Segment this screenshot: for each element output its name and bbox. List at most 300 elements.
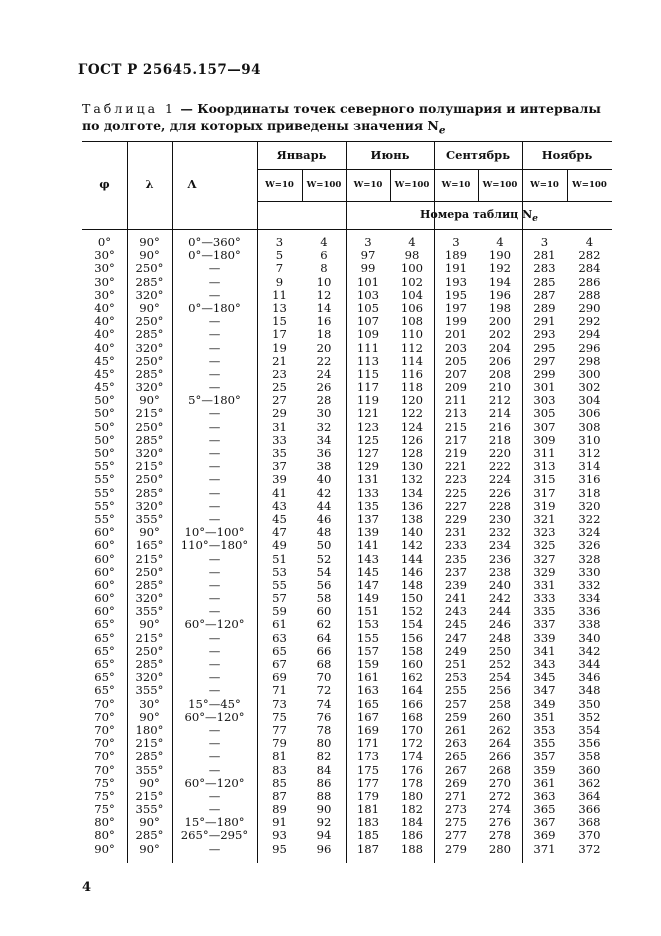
- table-cell: 355°: [135, 683, 164, 698]
- table-cell: 90°: [139, 841, 160, 856]
- table-cell: 224: [488, 472, 512, 487]
- table-cell: 176: [400, 762, 424, 777]
- table-cell: 285°: [135, 274, 164, 289]
- table-cell: —: [208, 327, 221, 342]
- table-cell: 155: [356, 630, 380, 645]
- table-row: [82, 566, 612, 579]
- table-cell: 168: [400, 709, 424, 724]
- table-cell: 240: [488, 577, 512, 592]
- table-cell: 33: [272, 432, 287, 447]
- table-cell: 55°: [94, 498, 115, 513]
- table-cell: 146: [400, 564, 424, 579]
- table-cell: 153: [356, 617, 380, 632]
- table-cell: 271: [444, 788, 468, 803]
- table-cell: 180°: [135, 722, 164, 737]
- table-cell: 196: [488, 287, 512, 302]
- table-cell: —: [208, 841, 221, 856]
- table-cell: 122: [400, 406, 424, 421]
- table-cell: 126: [400, 432, 424, 447]
- table-cell: 45°: [94, 366, 115, 381]
- table-cell: —: [208, 643, 221, 658]
- table-cell: 15°—180°: [184, 815, 245, 830]
- table-cell: 353: [533, 722, 556, 737]
- table-cell: 219: [444, 446, 468, 460]
- table-cell: 250°: [135, 261, 164, 276]
- table-cell: 369: [533, 828, 556, 843]
- table-cell: 142: [400, 538, 424, 553]
- table-cell: 143: [356, 551, 380, 566]
- header-w10: W=10: [353, 180, 383, 190]
- table-cell: 355°: [135, 604, 164, 619]
- table-cell: 359: [533, 762, 556, 777]
- table-cell: 215°: [135, 788, 164, 803]
- table-cell: 222: [488, 459, 512, 474]
- table-cell: 297: [533, 353, 556, 368]
- table-cell: 60°: [94, 604, 115, 619]
- table-cell: 65°: [94, 617, 115, 632]
- table-cell: 285°: [135, 366, 164, 381]
- table-cell: 89: [272, 802, 287, 817]
- table-cell: 364: [578, 788, 601, 803]
- table-cell: 346: [578, 670, 601, 685]
- table-cell: 67: [272, 657, 287, 671]
- table-cell: 52: [316, 551, 332, 566]
- table-cell: 287: [533, 287, 556, 302]
- table-cell: 250°: [135, 564, 164, 579]
- header-table-numbers: Номера таблиц $N_e$: [420, 208, 538, 225]
- table-cell: 45°: [94, 380, 115, 395]
- table-cell: 320°: [135, 498, 164, 513]
- table-cell: 299: [533, 366, 556, 381]
- table-cell: 88: [316, 788, 332, 803]
- table-cell: 217: [444, 432, 468, 447]
- table-cell: 90°: [139, 709, 160, 724]
- table-cell: 344: [578, 657, 601, 671]
- table-cell: 329: [533, 564, 556, 579]
- table-row: [82, 328, 612, 341]
- table-cell: 90°: [139, 248, 160, 263]
- table-cell: 316: [578, 472, 601, 487]
- table-cell: 70°: [94, 696, 115, 711]
- table-cell: 60°—120°: [184, 617, 245, 632]
- table-cell: 129: [356, 459, 380, 474]
- table-cell: 58: [316, 591, 332, 606]
- table-cell: 322: [578, 511, 601, 526]
- table-cell: 243: [444, 604, 468, 619]
- table-cell: 19: [272, 340, 287, 355]
- table-cell: 200: [488, 314, 512, 329]
- table-cell: 13: [272, 300, 287, 315]
- table-cell: 75°: [94, 788, 115, 803]
- table-cell: 337: [533, 617, 556, 632]
- table-cell: 86: [316, 775, 332, 790]
- table-cell: 256: [488, 683, 512, 698]
- table-cell: 250°: [135, 472, 164, 487]
- table-cell: 300: [578, 366, 601, 381]
- table-row: [82, 553, 612, 566]
- table-cell: —: [208, 736, 221, 751]
- table-cell: 272: [488, 788, 512, 803]
- table-cell: —: [208, 511, 221, 526]
- header-w100: W=100: [394, 180, 430, 190]
- table-cell: 3: [540, 235, 549, 249]
- header-month-january: Январь: [276, 148, 327, 162]
- table-cell: 215°: [135, 551, 164, 566]
- table-cell: 331: [533, 577, 556, 592]
- table-cell: 250°: [135, 353, 164, 368]
- table-cell: 321: [533, 511, 556, 526]
- table-cell: 133: [356, 485, 380, 500]
- table-cell: 99: [360, 261, 376, 276]
- table-cell: 60°: [94, 525, 115, 540]
- table-cell: 263: [444, 736, 468, 751]
- table-cell: 90°: [94, 841, 115, 856]
- table-cell: 281: [533, 248, 556, 263]
- table-cell: 349: [533, 696, 556, 711]
- table-cell: 340: [578, 630, 601, 645]
- table-cell: 9: [275, 274, 284, 289]
- table-row: [82, 777, 612, 790]
- table-cell: 55: [272, 577, 287, 592]
- header-lambda: λ: [145, 177, 154, 191]
- table-cell: 154: [400, 617, 424, 632]
- table-cell: 292: [578, 314, 601, 329]
- table-cell: 304: [578, 393, 601, 408]
- table-cell: 60°—120°: [184, 709, 245, 724]
- table-cell: 355: [533, 736, 556, 751]
- table-cell: 56: [316, 577, 332, 592]
- header-month-november: Ноябрь: [541, 148, 593, 162]
- table-cell: 70°: [94, 749, 115, 764]
- table-cell: 301: [533, 380, 556, 395]
- table-cell: 341: [533, 643, 556, 658]
- table-cell: 197: [444, 300, 468, 315]
- table-cell: 53: [272, 564, 287, 579]
- table-cell: 246: [488, 617, 512, 632]
- table-cell: 65°: [94, 670, 115, 685]
- table-cell: 290: [578, 300, 601, 315]
- table-cell: 103: [356, 287, 380, 302]
- table-cell: 134: [400, 485, 424, 500]
- table-cell: 70°: [94, 709, 115, 724]
- table-cell: 335: [533, 604, 556, 619]
- table-cell: 194: [488, 274, 512, 289]
- table-cell: 262: [488, 722, 512, 737]
- table-cell: 15: [272, 314, 287, 329]
- table-cell: 135: [356, 498, 380, 513]
- table-cell: 31: [272, 419, 287, 434]
- table-cell: 357: [533, 749, 556, 764]
- table-cell: 136: [400, 498, 424, 513]
- table-cell: 130: [400, 459, 424, 474]
- table-cell: —: [208, 498, 221, 513]
- table-cell: 274: [488, 802, 512, 817]
- table-cell: 283: [533, 261, 556, 276]
- table-cell: 285°: [135, 327, 164, 342]
- table-cell: 235: [444, 551, 468, 566]
- table-cell: 50°: [94, 446, 115, 460]
- table-cell: 36: [316, 446, 332, 460]
- table-cell: 80°: [94, 828, 115, 843]
- table-cell: 161: [356, 670, 380, 685]
- table-cell: 75°: [94, 802, 115, 817]
- table-cell: 119: [356, 393, 380, 408]
- table-cell: 183: [356, 815, 380, 830]
- table-cell: 343: [533, 657, 556, 671]
- table-cell: 204: [488, 340, 512, 355]
- table-cell: 0°—180°: [188, 248, 241, 263]
- table-cell: 44: [316, 498, 332, 513]
- table-cell: 149: [356, 591, 380, 606]
- header-month-september: Сентябрь: [445, 148, 511, 162]
- table-cell: —: [208, 577, 221, 592]
- table-cell: —: [208, 591, 221, 606]
- table-cell: 104: [400, 287, 424, 302]
- table-cell: 160: [400, 657, 424, 671]
- table-cell: 265: [444, 749, 468, 764]
- table-cell: 177: [356, 775, 380, 790]
- table-cell: —: [208, 657, 221, 671]
- table-cell: 320°: [135, 380, 164, 395]
- table-cell: 310: [578, 432, 601, 447]
- table-cell: 148: [400, 577, 424, 592]
- table-cell: 21: [272, 353, 287, 368]
- table-cell: 110: [400, 327, 424, 342]
- table-cell: —: [208, 749, 221, 764]
- table-row: [82, 539, 612, 552]
- table-cell: 30°: [94, 248, 115, 263]
- table-cell: 253: [444, 670, 468, 685]
- table-cell: 355°: [135, 762, 164, 777]
- table-cell: 78: [316, 722, 332, 737]
- table-cell: 90°: [139, 300, 160, 315]
- table-cell: 32: [316, 419, 332, 434]
- caption-sub: e: [438, 124, 446, 137]
- table-cell: 60°: [94, 538, 115, 553]
- table-cell: —: [208, 788, 221, 803]
- coordinates-table: [82, 141, 612, 863]
- table-cell: 198: [488, 300, 512, 315]
- table-cell: 70: [316, 670, 332, 685]
- table-cell: 4: [320, 235, 328, 249]
- table-cell: 169: [356, 722, 380, 737]
- table-cell: 40°: [94, 340, 115, 355]
- table-row: [82, 829, 612, 842]
- table-cell: 80°: [94, 815, 115, 830]
- table-body: [82, 236, 612, 856]
- table-cell: 47: [272, 525, 287, 540]
- table-cell: 8: [320, 261, 328, 276]
- header-w10: W=10: [265, 180, 294, 190]
- table-cell: 87: [272, 788, 287, 803]
- table-cell: 250°: [135, 314, 164, 329]
- table-cell: —: [208, 380, 221, 395]
- table-cell: 296: [578, 340, 601, 355]
- table-cell: 30°: [139, 696, 160, 711]
- table-cell: —: [208, 630, 221, 645]
- table-cell: 112: [400, 340, 424, 355]
- table-cell: —: [208, 459, 221, 474]
- table-cell: 237: [444, 564, 468, 579]
- table-cell: 199: [444, 314, 468, 329]
- table-cell: 285°: [135, 657, 164, 671]
- table-cell: 270: [488, 775, 512, 790]
- table-cell: 275: [444, 815, 468, 830]
- table-row: [82, 684, 612, 697]
- table-cell: 249: [444, 643, 468, 658]
- table-cell: —: [208, 432, 221, 447]
- table-cell: 226: [488, 485, 512, 500]
- table-cell: —: [208, 564, 221, 579]
- table-cell: 30°: [94, 287, 115, 302]
- table-cell: —: [208, 485, 221, 500]
- header-phi: φ: [99, 177, 110, 191]
- table-cell: 238: [488, 564, 512, 579]
- table-cell: 342: [578, 643, 601, 658]
- table-cell: 317: [533, 485, 556, 500]
- table-cell: 123: [356, 419, 380, 434]
- header-month-june: Июнь: [370, 148, 410, 162]
- table-cell: 65°: [94, 643, 115, 658]
- table-cell: 72: [316, 683, 332, 698]
- table-cell: 39: [272, 472, 287, 487]
- table-cell: 306: [578, 406, 601, 421]
- table-cell: —: [208, 419, 221, 434]
- table-cell: 60°: [94, 564, 115, 579]
- table-cell: 4: [496, 235, 504, 249]
- table-cell: 28: [316, 393, 332, 408]
- table-row: [82, 487, 612, 500]
- table-cell: 285: [533, 274, 556, 289]
- caption-text: — Координаты точек северного полушария и интервалы по долготе, для которых приведены значения N: [82, 101, 601, 133]
- table-cell: 71: [272, 683, 287, 698]
- table-cell: 291: [533, 314, 556, 329]
- table-cell: 65°: [94, 657, 115, 671]
- table-cell: 189: [444, 248, 468, 263]
- table-cell: —: [208, 446, 221, 460]
- table-cell: 244: [488, 604, 512, 619]
- table-cell: 351: [533, 709, 556, 724]
- table-cell: 73: [272, 696, 287, 711]
- table-cell: 207: [444, 366, 468, 381]
- table-cell: 20: [316, 340, 332, 355]
- table-cell: 334: [578, 591, 601, 606]
- table-cell: 24: [316, 366, 332, 381]
- table-cell: 285°: [135, 749, 164, 764]
- table-cell: 50°: [94, 419, 115, 434]
- table-cell: 55°: [94, 472, 115, 487]
- table-cell: 309: [533, 432, 556, 447]
- table-cell: 195: [444, 287, 468, 302]
- table-cell: 40°: [94, 314, 115, 329]
- table-cell: 320: [578, 498, 601, 513]
- table-cell: 367: [533, 815, 556, 830]
- table-cell: 193: [444, 274, 468, 289]
- table-cell: 54: [316, 564, 332, 579]
- table-cell: —: [208, 802, 221, 817]
- table-cell: 352: [578, 709, 601, 724]
- table-cell: 327: [533, 551, 556, 566]
- table-cell: 109: [356, 327, 380, 342]
- table-cell: 50: [316, 538, 332, 553]
- table-cell: 140: [400, 525, 424, 540]
- table-cell: —: [208, 340, 221, 355]
- table-cell: 206: [488, 353, 512, 368]
- header-w10: W=10: [441, 180, 471, 190]
- table-cell: 125: [356, 432, 380, 447]
- table-cell: 339: [533, 630, 556, 645]
- table-cell: 311: [533, 446, 556, 460]
- table-cell: 92: [316, 815, 332, 830]
- table-cell: 368: [578, 815, 601, 830]
- caption-label: Таблица 1: [82, 101, 177, 116]
- table-cell: —: [208, 353, 221, 368]
- table-cell: 38: [316, 459, 332, 474]
- table-cell: 34: [316, 432, 332, 447]
- table-cell: 97: [360, 248, 376, 263]
- table-cell: 241: [444, 591, 468, 606]
- table-cell: 174: [400, 749, 424, 764]
- table-cell: 60°—120°: [184, 775, 245, 790]
- table-cell: 100: [400, 261, 424, 276]
- table-cell: 320°: [135, 287, 164, 302]
- table-cell: 305: [533, 406, 556, 421]
- table-cell: 252: [488, 657, 512, 671]
- table-cell: 50°: [94, 432, 115, 447]
- table-cell: 210: [488, 380, 512, 395]
- table-cell: 212: [488, 393, 512, 408]
- table-cell: 293: [533, 327, 556, 342]
- table-cell: 201: [444, 327, 468, 342]
- table-cell: 320°: [135, 340, 164, 355]
- table-cell: 348: [578, 683, 601, 698]
- table-cell: 65°: [94, 630, 115, 645]
- table-cell: 318: [578, 485, 601, 500]
- table-cell: 214: [488, 406, 512, 421]
- table-cell: 50°: [94, 393, 115, 408]
- table-cell: 70°: [94, 722, 115, 737]
- table-cell: 225: [444, 485, 468, 500]
- table-cell: 60°: [94, 591, 115, 606]
- table-cell: 260: [488, 709, 512, 724]
- table-cell: 303: [533, 393, 556, 408]
- table-cell: 289: [533, 300, 556, 315]
- table-cell: 7: [275, 261, 284, 276]
- table-cell: 298: [578, 353, 601, 368]
- table-cell: 248: [488, 630, 512, 645]
- table-cell: 45: [272, 511, 287, 526]
- table-cell: 70°: [94, 762, 115, 777]
- table-cell: —: [208, 683, 221, 698]
- table-cell: 0°—180°: [188, 300, 241, 315]
- table-row: [82, 407, 612, 420]
- table-cell: 94: [316, 828, 332, 843]
- table-cell: 164: [400, 683, 424, 698]
- table-cell: 239: [444, 577, 468, 592]
- table-cell: 93: [272, 828, 287, 843]
- table-cell: 64: [316, 630, 332, 645]
- table-cell: 55°: [94, 511, 115, 526]
- table-cell: 250°: [135, 643, 164, 658]
- table-cell: 295: [533, 340, 556, 355]
- table-cell: 216: [488, 419, 512, 434]
- table-row: [82, 276, 612, 289]
- table-cell: 227: [444, 498, 468, 513]
- table-cell: 370: [578, 828, 601, 843]
- table-cell: 356: [578, 736, 601, 751]
- table-cell: 163: [356, 683, 380, 698]
- table-cell: 37: [272, 459, 287, 474]
